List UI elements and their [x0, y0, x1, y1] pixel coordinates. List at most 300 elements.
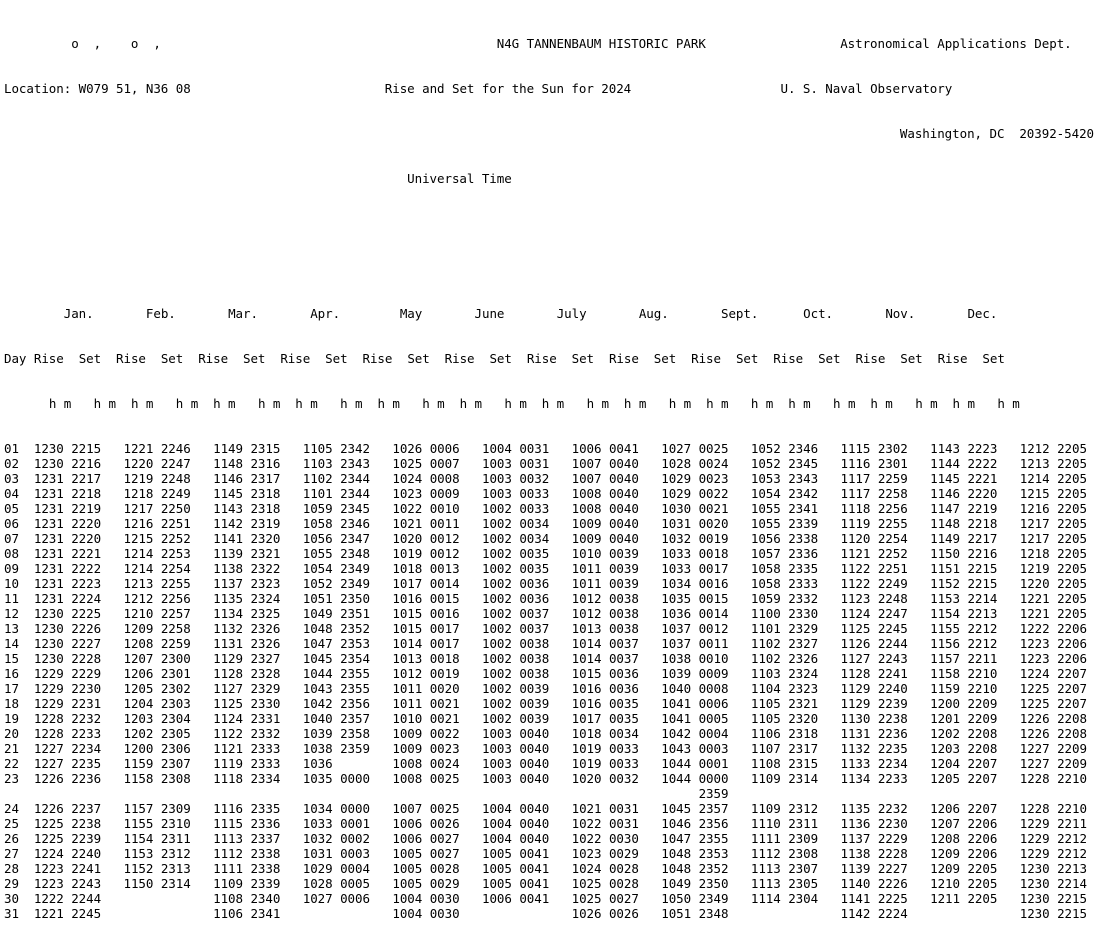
set-time: 2339 [788, 516, 819, 531]
rise-time: 1040 [661, 681, 692, 696]
set-time: 2211 [967, 651, 998, 666]
table-row [4, 666, 1109, 681]
pad [19, 606, 34, 621]
set-time: 2215 [71, 441, 102, 456]
table-row [4, 516, 1109, 531]
pad [997, 666, 1019, 681]
set-time: 2338 [788, 531, 819, 546]
set-time: 2241 [71, 861, 102, 876]
pad [997, 756, 1019, 771]
hm-header: h m [175, 396, 199, 411]
rise-time: 1137 [213, 576, 243, 591]
pad [333, 741, 340, 756]
pad-4 [631, 81, 780, 96]
rise-time [841, 786, 871, 801]
pad [460, 591, 482, 606]
pad [153, 786, 160, 801]
pad [728, 501, 750, 516]
set-time: 2318 [250, 501, 281, 516]
set-time: 0033 [608, 756, 639, 771]
pad [639, 831, 661, 846]
rise-time: 1230 [1019, 876, 1050, 891]
rise-time: 1230 [33, 606, 64, 621]
pad [333, 636, 340, 651]
pad [908, 726, 930, 741]
pad [363, 396, 378, 411]
rise-time: 1058 [750, 561, 781, 576]
pad [109, 351, 116, 366]
rise-time: 1049 [661, 876, 692, 891]
pad [908, 531, 930, 546]
rise-time [124, 891, 154, 906]
pad [602, 861, 609, 876]
pad [549, 531, 571, 546]
pad [1087, 666, 1109, 681]
month-header: Dec. [967, 306, 998, 321]
pad [639, 441, 661, 456]
pad [602, 786, 609, 801]
pad [549, 456, 571, 471]
pad [153, 846, 160, 861]
pad [639, 741, 661, 756]
set-time: 2251 [160, 516, 191, 531]
set-time: 2342 [788, 486, 819, 501]
pad [602, 741, 609, 756]
rise-time: 1041 [661, 711, 692, 726]
rise-time: 1138 [840, 846, 871, 861]
pad [549, 906, 571, 921]
pad [1050, 441, 1057, 456]
rise-time: 1210 [930, 876, 960, 891]
rise-header: Rise [773, 351, 804, 366]
pad [818, 561, 840, 576]
pad [422, 756, 429, 771]
hm-header: h m [48, 396, 72, 411]
set-time: 0033 [519, 501, 550, 516]
rise-time [482, 786, 512, 801]
pad [639, 621, 661, 636]
pad [602, 351, 609, 366]
pad [348, 351, 355, 366]
pad [460, 681, 482, 696]
rise-time: 1221 [123, 441, 154, 456]
set-time: 2207 [1057, 681, 1087, 696]
table-row [4, 801, 1109, 816]
pad [422, 681, 429, 696]
pad [818, 906, 840, 921]
rise-time: 1058 [302, 516, 333, 531]
pad [101, 846, 123, 861]
pad-5 [4, 126, 900, 141]
set-time: 0031 [608, 801, 639, 816]
pad [153, 756, 160, 771]
set-time: 0039 [608, 546, 639, 561]
table-row [4, 471, 1109, 486]
set-time: 2216 [71, 456, 102, 471]
pad [1087, 546, 1109, 561]
set-time: 2257 [160, 606, 191, 621]
day-header: Day [4, 351, 27, 366]
pad [153, 471, 160, 486]
pad [549, 891, 571, 906]
pad [333, 486, 340, 501]
set-time: 2305 [160, 726, 191, 741]
pad [333, 906, 340, 921]
rise-time: 1227 [33, 756, 64, 771]
pad [280, 726, 302, 741]
pad [639, 666, 661, 681]
set-time: 0005 [698, 711, 729, 726]
pad [818, 711, 840, 726]
rise-time: 1045 [661, 801, 692, 816]
pad [153, 726, 160, 741]
set-time: 0004 [698, 726, 729, 741]
pad [153, 516, 160, 531]
pad [818, 696, 840, 711]
pad [333, 786, 340, 801]
pad [639, 636, 661, 651]
pad [1050, 576, 1057, 591]
pad [602, 606, 609, 621]
rise-time: 1004 [482, 816, 512, 831]
pad [460, 726, 482, 741]
pad [280, 456, 302, 471]
pad [355, 351, 362, 366]
pad [870, 876, 877, 891]
set-time: 2243 [877, 651, 908, 666]
pad [1087, 711, 1109, 726]
set-time: 2205 [1057, 441, 1087, 456]
pad [460, 606, 482, 621]
set-time: 2212 [1057, 846, 1087, 861]
rise-time: 1048 [302, 621, 333, 636]
pad [639, 786, 661, 801]
set-time: 2359 [340, 741, 370, 756]
pad [370, 711, 392, 726]
set-time: 0036 [519, 591, 550, 606]
set-time: 0008 [429, 471, 460, 486]
set-time: 2357 [698, 801, 729, 816]
pad [1050, 816, 1057, 831]
pad [1087, 771, 1109, 786]
rise-time: 1046 [661, 816, 692, 831]
set-time: 2218 [967, 516, 998, 531]
pad [19, 831, 34, 846]
set-time: 2240 [71, 846, 102, 861]
pad [549, 726, 571, 741]
set-time: 0021 [698, 501, 729, 516]
pad [602, 726, 609, 741]
rise-time: 1129 [840, 681, 871, 696]
rise-time: 1005 [392, 861, 423, 876]
pad [280, 816, 302, 831]
set-time: 0013 [429, 561, 460, 576]
pad [333, 891, 340, 906]
set-time: 2208 [967, 726, 998, 741]
rise-time [751, 786, 781, 801]
pad [691, 591, 698, 606]
rise-time: 1111 [213, 861, 243, 876]
pad [460, 636, 482, 651]
rise-time: 1054 [750, 486, 781, 501]
rise-time: 1228 [1019, 771, 1050, 786]
rise-time: 1137 [840, 831, 871, 846]
pad [1050, 561, 1057, 576]
pad [191, 606, 213, 621]
set-time: 2341 [788, 501, 819, 516]
rise-time: 1111 [750, 831, 781, 846]
pad [26, 351, 33, 366]
pad [460, 441, 482, 456]
hour-minute-header-row [4, 396, 1109, 411]
pad [639, 486, 661, 501]
set-time [967, 906, 997, 921]
pad [602, 846, 609, 861]
pad [19, 546, 34, 561]
set-time: 2215 [967, 576, 998, 591]
pad [728, 696, 750, 711]
set-time: 2300 [160, 651, 191, 666]
set-time: 2343 [788, 471, 819, 486]
pad [691, 711, 698, 726]
set-time: 0024 [429, 756, 460, 771]
pad [818, 876, 840, 891]
rise-time: 1123 [840, 591, 871, 606]
pad [333, 561, 340, 576]
rise-time: 1023 [392, 486, 423, 501]
set-time: 0040 [608, 516, 639, 531]
set-time: 0024 [698, 456, 729, 471]
set-time: 2351 [340, 606, 370, 621]
pad [728, 441, 750, 456]
rise-time: 1229 [33, 696, 64, 711]
hm-header: h m [340, 396, 363, 411]
pad [1087, 501, 1109, 516]
pad [549, 681, 571, 696]
set-time: 2252 [160, 531, 191, 546]
rise-time: 1132 [213, 621, 243, 636]
pad [460, 756, 482, 771]
pad [333, 831, 340, 846]
pad [1050, 651, 1057, 666]
pad [191, 471, 213, 486]
set-time: 0037 [519, 606, 550, 621]
set-time: 0031 [519, 456, 550, 471]
pad [602, 696, 609, 711]
set-time [161, 786, 191, 801]
rise-time: 1139 [840, 861, 871, 876]
hm-header: h m [788, 396, 811, 411]
rise-time: 1013 [571, 621, 602, 636]
table-row [4, 576, 1109, 591]
pad [191, 771, 213, 786]
set-time: 2230 [877, 816, 908, 831]
table-row [4, 786, 1109, 801]
pad [460, 846, 482, 861]
pad [691, 471, 698, 486]
set-time: 2232 [71, 711, 102, 726]
rise-time: 1153 [930, 591, 960, 606]
set-time: 2350 [340, 591, 370, 606]
pad [370, 546, 392, 561]
pad [280, 606, 302, 621]
set-time: 2316 [250, 456, 281, 471]
pad [908, 846, 930, 861]
rise-time: 1142 [213, 516, 243, 531]
pad [370, 561, 392, 576]
rise-time: 1212 [123, 591, 154, 606]
day-number: 14 [4, 636, 19, 651]
day-number: 15 [4, 651, 19, 666]
pad [908, 606, 930, 621]
pad [549, 666, 571, 681]
pad [997, 621, 1019, 636]
pad [602, 666, 609, 681]
pad [602, 531, 609, 546]
pad [370, 471, 392, 486]
set-time: 2324 [250, 591, 281, 606]
rise-time: 1019 [571, 756, 602, 771]
pad [1087, 471, 1109, 486]
set-time: 0016 [429, 606, 460, 621]
set-time: 0039 [608, 561, 639, 576]
pad [19, 501, 34, 516]
set-time: 2352 [698, 861, 729, 876]
rise-time: 1223 [33, 861, 64, 876]
set-time: 0014 [698, 606, 729, 621]
pad [833, 306, 855, 321]
rise-time: 1127 [213, 681, 243, 696]
pad [639, 891, 661, 906]
set-time: 2205 [1057, 531, 1087, 546]
day-number: 12 [4, 606, 19, 621]
day-number: 16 [4, 666, 19, 681]
pad [691, 771, 698, 786]
rise-time: 1221 [1019, 606, 1050, 621]
pad [370, 456, 392, 471]
rise-time: 1004 [482, 441, 512, 456]
pad [691, 666, 698, 681]
rise-time: 1026 [571, 906, 602, 921]
set-time: 0040 [608, 456, 639, 471]
pad [803, 351, 818, 366]
pad [908, 621, 930, 636]
set-time [161, 906, 191, 921]
rise-time: 1025 [571, 891, 602, 906]
set-time: 2248 [877, 591, 908, 606]
rise-time: 1043 [302, 681, 333, 696]
pad [997, 816, 1019, 831]
pad [691, 621, 698, 636]
pad [101, 591, 123, 606]
set-time: 2318 [250, 486, 281, 501]
pad [908, 576, 930, 591]
rise-time: 1033 [302, 816, 333, 831]
set-time: 2234 [71, 741, 102, 756]
pad [639, 651, 661, 666]
set-time: 2349 [698, 891, 729, 906]
rise-time: 1036 [661, 606, 692, 621]
pad [19, 561, 34, 576]
rise-time: 1031 [302, 846, 333, 861]
pad [153, 801, 160, 816]
rise-time: 1147 [930, 501, 960, 516]
set-time: 2355 [340, 681, 370, 696]
rise-time: 1040 [302, 711, 333, 726]
pad [422, 531, 429, 546]
set-header: Set [243, 351, 266, 366]
rise-time [34, 786, 64, 801]
rise-time: 1158 [123, 771, 154, 786]
set-time: 2259 [160, 636, 191, 651]
pad [265, 351, 272, 366]
set-time: 2218 [71, 486, 102, 501]
pad [818, 771, 840, 786]
rise-time: 1129 [840, 696, 871, 711]
day-number: 17 [4, 681, 19, 696]
day-number: 21 [4, 741, 19, 756]
rise-time: 1202 [123, 726, 154, 741]
pad [333, 801, 340, 816]
day-number: 08 [4, 546, 19, 561]
set-time: 2358 [340, 726, 370, 741]
pad [422, 861, 429, 876]
rise-time: 1106 [213, 906, 243, 921]
set-time: 0000 [340, 771, 370, 786]
rise-time: 1228 [33, 711, 64, 726]
pad [1050, 801, 1057, 816]
set-time: 0041 [519, 891, 550, 906]
pad [370, 576, 392, 591]
pad [153, 621, 160, 636]
rise-time: 1224 [33, 846, 64, 861]
pad [639, 696, 661, 711]
rise-time: 1042 [661, 726, 692, 741]
rise-time: 1044 [302, 666, 333, 681]
pad [422, 846, 429, 861]
rise-time: 1118 [213, 771, 243, 786]
rise-time: 1059 [302, 501, 333, 516]
pad [19, 486, 34, 501]
rise-time: 1131 [213, 636, 243, 651]
rise-time: 1229 [33, 666, 64, 681]
pad [997, 486, 1019, 501]
pad [460, 816, 482, 831]
rise-time: 1105 [750, 711, 781, 726]
blank-line [4, 216, 1109, 231]
day-number: 04 [4, 486, 19, 501]
set-time: 2221 [967, 471, 998, 486]
rise-time: 1157 [930, 651, 960, 666]
pad [818, 471, 840, 486]
pad [691, 846, 698, 861]
rise-time: 1143 [930, 441, 960, 456]
pad-6 [4, 171, 407, 186]
table-row [4, 486, 1109, 501]
set-time: 2209 [967, 696, 998, 711]
day-number: 13 [4, 621, 19, 636]
pad [370, 786, 392, 801]
set-time: 0040 [608, 501, 639, 516]
pad [116, 396, 131, 411]
rise-time: 1016 [392, 591, 423, 606]
pad [639, 846, 661, 861]
month-header: Feb. [145, 306, 176, 321]
day-number: 31 [4, 906, 19, 921]
rise-time: 1039 [302, 726, 333, 741]
set-time: 2205 [1057, 456, 1087, 471]
rise-time: 1204 [123, 696, 154, 711]
